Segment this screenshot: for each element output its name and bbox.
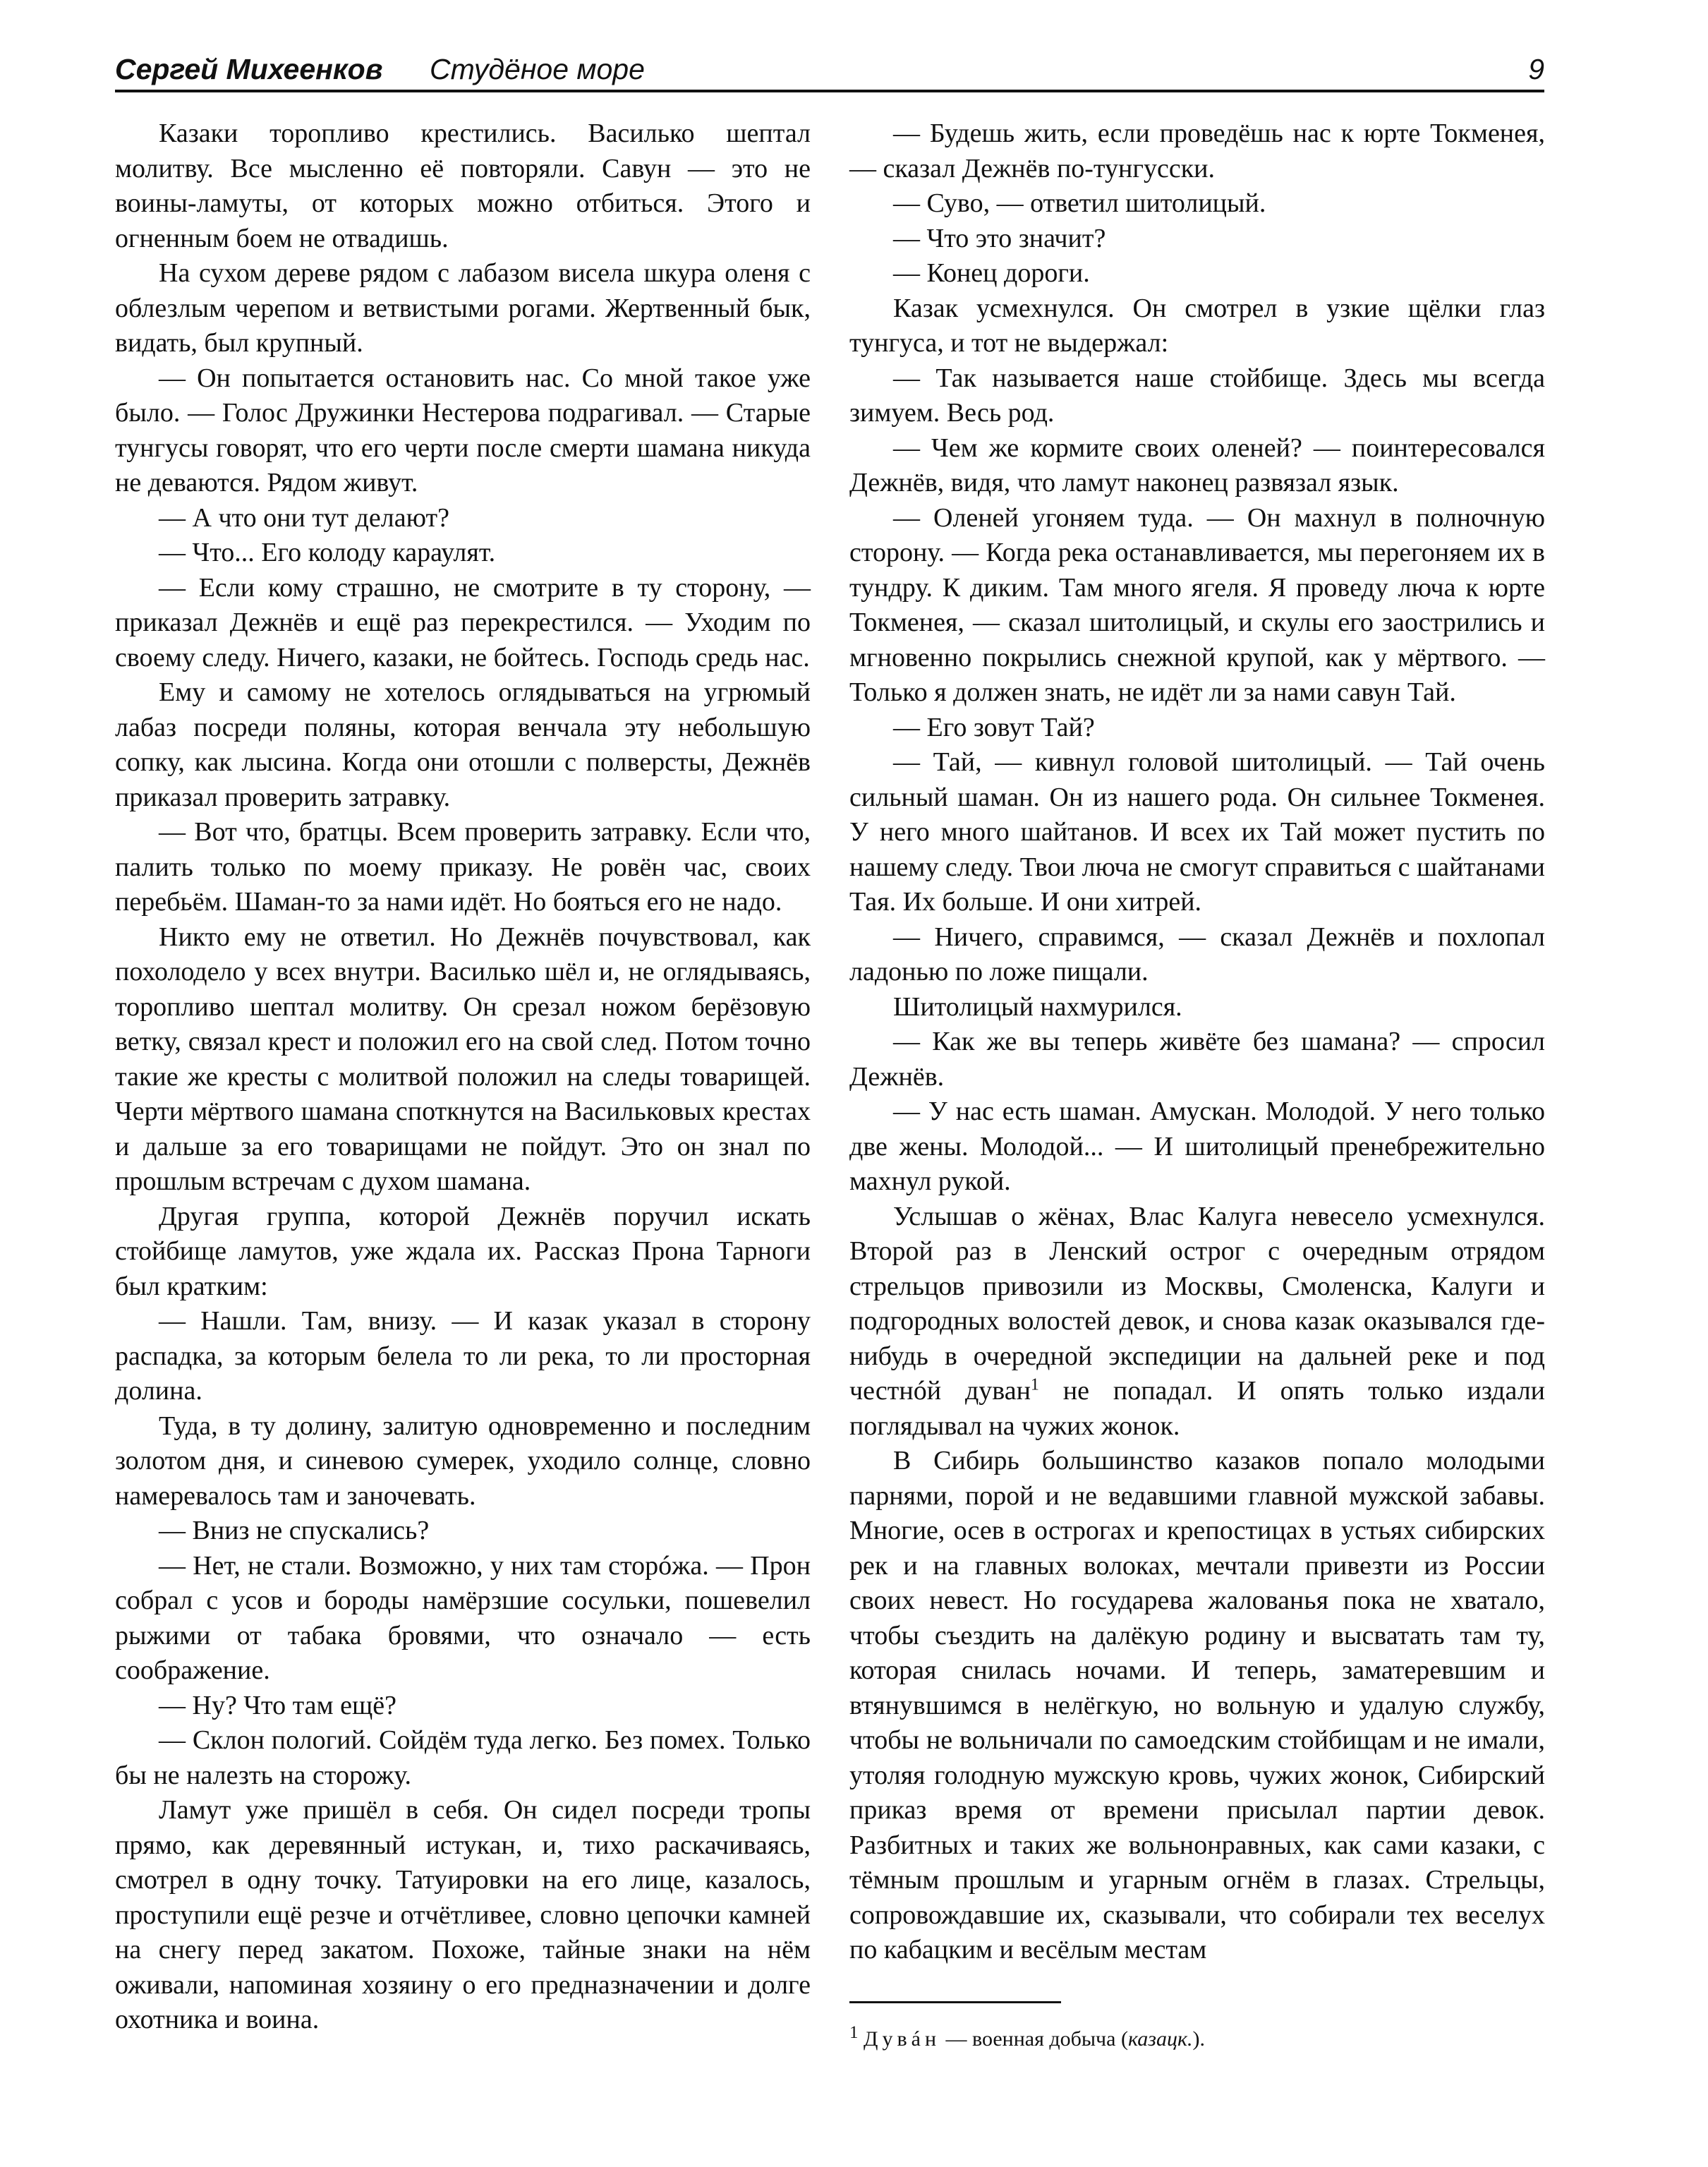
paragraph: — Если кому страшно, не смотрите в ту сторону, — приказал Дежнёв и ещё раз перекрестился. — Уходим по своему следу. Ничего, казаки, не бойтесь. Господь средь нас. <box>115 572 811 672</box>
header-author: Сергей Михеенков <box>115 53 383 85</box>
paragraph-text: Услышав о жёнах, Влас Калуга невесело усмехнулся. Второй раз в Ленский острог с очередным отрядом стрельцов привозили из Москвы, Смоленска, Калуги и подгородных волостей девок, и снова казак оказывался где-нибудь в очередной экспедиции на дальней реке и под честнóй дуван <box>849 1201 1545 1406</box>
paragraph: Казаки торопливо крестились. Василько шептал молитву. Все мысленно её повторяли. Савун — это не воины-ламуты, от которых можно отбиться. Этого и огненным боем не отвадишь. <box>115 119 811 253</box>
header-book-title: Студёное море <box>430 53 645 85</box>
paragraph-with-footnote <box>849 1200 1545 1444</box>
paragraph: — Что... Его колоду караулят. <box>159 538 496 567</box>
paragraph: — Суво, — ответил шитолицый. <box>893 188 1266 218</box>
paragraph: — Как же вы теперь живёте без шамана? — спросил Дежнёв. <box>849 1027 1545 1092</box>
paragraph: — Вниз не спускались? <box>159 1516 430 1545</box>
paragraph: Никто ему не ответил. Но Дежнёв почувствовал, как похолодело у всех внутри. Василько шёл и, не оглядываясь, торопливо шептал молитву. Он срезал ножом берёзовую ветку, связал крест и положил его на свой след. Потом точно такие же кресты с молитвой положил на следы товарищей. Черти мёртвого шамана споткнутся на Васильковых крестах и дальше за его товарищами не пойдут. Это он знал по прошлым встречам с духом шамана. <box>115 922 811 1196</box>
paragraph: В Сибирь большинство казаков попало молодыми парнями, порой и не ведавшими главной мужской забавы. Многие, осев в острогах и крепостицах в устьях сибирских рек и на главных волоках, мечтали привезти из России своих невест. Но государева жалованья пока не хватало, чтобы съездить на далёкую родину и высватать там ту, которая снилась ночами. И теперь, заматеревшим и втянувшимся в нелёгкую, но вольную и удалую службу, чтобы не вольничали по самоедским стойбищам и не имали, утоляя голодную мужскую кровь, чужих жонок, Сибирский приказ время от времени присылал партии девок. Разбитных и таких же вольнонравных, как сами казаки, с тёмным прошлым и угарным огнём в глазах. Стрельцы, сопровождавшие их, сказывали, что собирали тех веселух по кабацким и весёлым местам <box>849 1446 1545 1964</box>
paragraph: — Тай, — кивнул головой шитолицый. — Тай очень сильный шаман. Он из нашего рода. Он сильнее Токменея. У него много шайтанов. И всех их Тай может пустить по нашему следу. Твои люча не смогут справиться с шайтанами Тая. Их больше. И они хитрей. <box>849 747 1545 917</box>
paragraph: Туда, в ту долину, залитую одновременно и последним золотом дня, и синевою сумерек, уходило солнце, словно намеревалось там и заночевать. <box>115 1411 811 1511</box>
paragraph: — А что они тут делают? <box>159 502 449 533</box>
paragraph: — Что это значит? <box>893 223 1106 253</box>
paragraph: На сухом дереве рядом с лабазом висела шкура оленя с облезлым черепом и ветвистыми рогами. Жертвенный бык, видать, был крупный. <box>115 258 811 358</box>
paragraph: — Будешь жить, если проведёшь нас к юрте Токменея, — сказал Дежнёв по-тунгусски. <box>849 119 1545 183</box>
footnote-term: Дувáн <box>864 2027 940 2051</box>
paragraph: — Чем же кормите своих оленей? — поинтересовался Дежнёв, видя, что ламут наконец развязал язык. <box>849 433 1545 497</box>
paragraph: — Его зовут Тай? <box>893 712 1095 742</box>
footnote-definition: — военная добыча ( <box>940 2027 1128 2051</box>
paragraph: Шитолицый нахмурился. <box>893 991 1182 1022</box>
paragraph: Ламут уже пришёл в себя. Он сидел посреди тропы прямо, как деревянный истукан, и, тихо раскачиваясь, смотрел в одну точку. Татуировки на его лице, казалось, проступили ещё резче и отчётливее, словно цепочки камней на снегу перед закатом. Похоже, тайные знаки на нём оживали, напоминая хозяину о его предназначении и долге охотника и воина. <box>115 1795 811 2034</box>
paragraph: — Нашли. Там, внизу. — И казак указал в сторону распадка, за которым белела то ли река, то ли просторная долина. <box>115 1306 811 1406</box>
footnote-tail: ). <box>1192 2027 1205 2051</box>
header-rule <box>115 90 1544 92</box>
paragraph: — Оленей угоняем туда. — Он махнул в полночную сторону. — Когда река останавливается, мы перегоняем их в тундру. К диким. Там много ягеля. Я проведу люча к юрте Токменея, — сказал шитолицый, и скулы его заострились и мгновенно покрылись снежной крупой, как у мёртвого. — Только я должен знать, не идёт ли за нами савун Тай. <box>849 502 1545 707</box>
paragraph: — У нас есть шаман. Амускан. Молодой. У него только две жены. Молодой... — И шитолицый пренебрежительно махнул рукой. <box>849 1097 1545 1196</box>
paragraph: — Ничего, справимся, — сказал Дежнёв и похлопал ладонью по ложе пищали. <box>849 922 1545 986</box>
right-column <box>849 116 1545 1968</box>
footnote-reference[interactable]: 1 <box>1030 1375 1039 1394</box>
paragraph-text: не попадал. И опять только издали поглядывал на чужих жонок. <box>849 1376 1545 1441</box>
paragraph: Ему и самому не хотелось оглядываться на угрюмый лабаз посреди поляны, которая венчала эту небольшую сопку, как лысина. Когда они отошли с полверсты, Дежнёв приказал проверить затравку. <box>115 677 811 812</box>
paragraph: — Ну? Что там ещё? <box>159 1690 396 1720</box>
paragraph: Казак усмехнулся. Он смотрел в узкие щёлки глаз тунгуса, и тот не выдержал: <box>849 293 1545 358</box>
footnote-note: казацк. <box>1127 2027 1193 2051</box>
footnote <box>849 2020 1545 2053</box>
page-number: 9 <box>1528 53 1544 85</box>
paragraph: Другая группа, которой Дежнёв поручил искать стойбище ламутов, уже ждала их. Рассказ Прона Тарноги был кратким: <box>115 1201 811 1301</box>
paragraph: — Нет, не стали. Возможно, у них там сторóжа. — Прон собрал с усов и бороды намёрзшие сосульки, пошевелил рыжими от табака бровями, что означало — есть соображение. <box>115 1550 811 1685</box>
paragraph: — Он попытается остановить нас. Со мной такое уже было. — Голос Дружинки Нестерова подрагивал. — Старые тунгусы говорят, что его черти после смерти шамана никуда не деваются. Рядом живут. <box>115 363 811 497</box>
running-header <box>115 51 1544 87</box>
paragraph: — Конец дороги. <box>893 258 1090 288</box>
left-column <box>115 116 811 2038</box>
paragraph: — Так называется наше стойбище. Здесь мы всегда зимуем. Весь род. <box>849 363 1545 428</box>
footnote-mark: 1 <box>849 2023 859 2042</box>
paragraph: — Склон пологий. Сойдём туда легко. Без помех. Только бы не налезть на сторожу. <box>115 1725 811 1790</box>
footnote-rule <box>849 2001 1061 2003</box>
paragraph: — Вот что, братцы. Всем проверить затравку. Если что, палить только по моему приказу. Не ровён час, своих перебьём. Шаман-то за нами идёт. Но бояться его не надо. <box>115 817 811 917</box>
